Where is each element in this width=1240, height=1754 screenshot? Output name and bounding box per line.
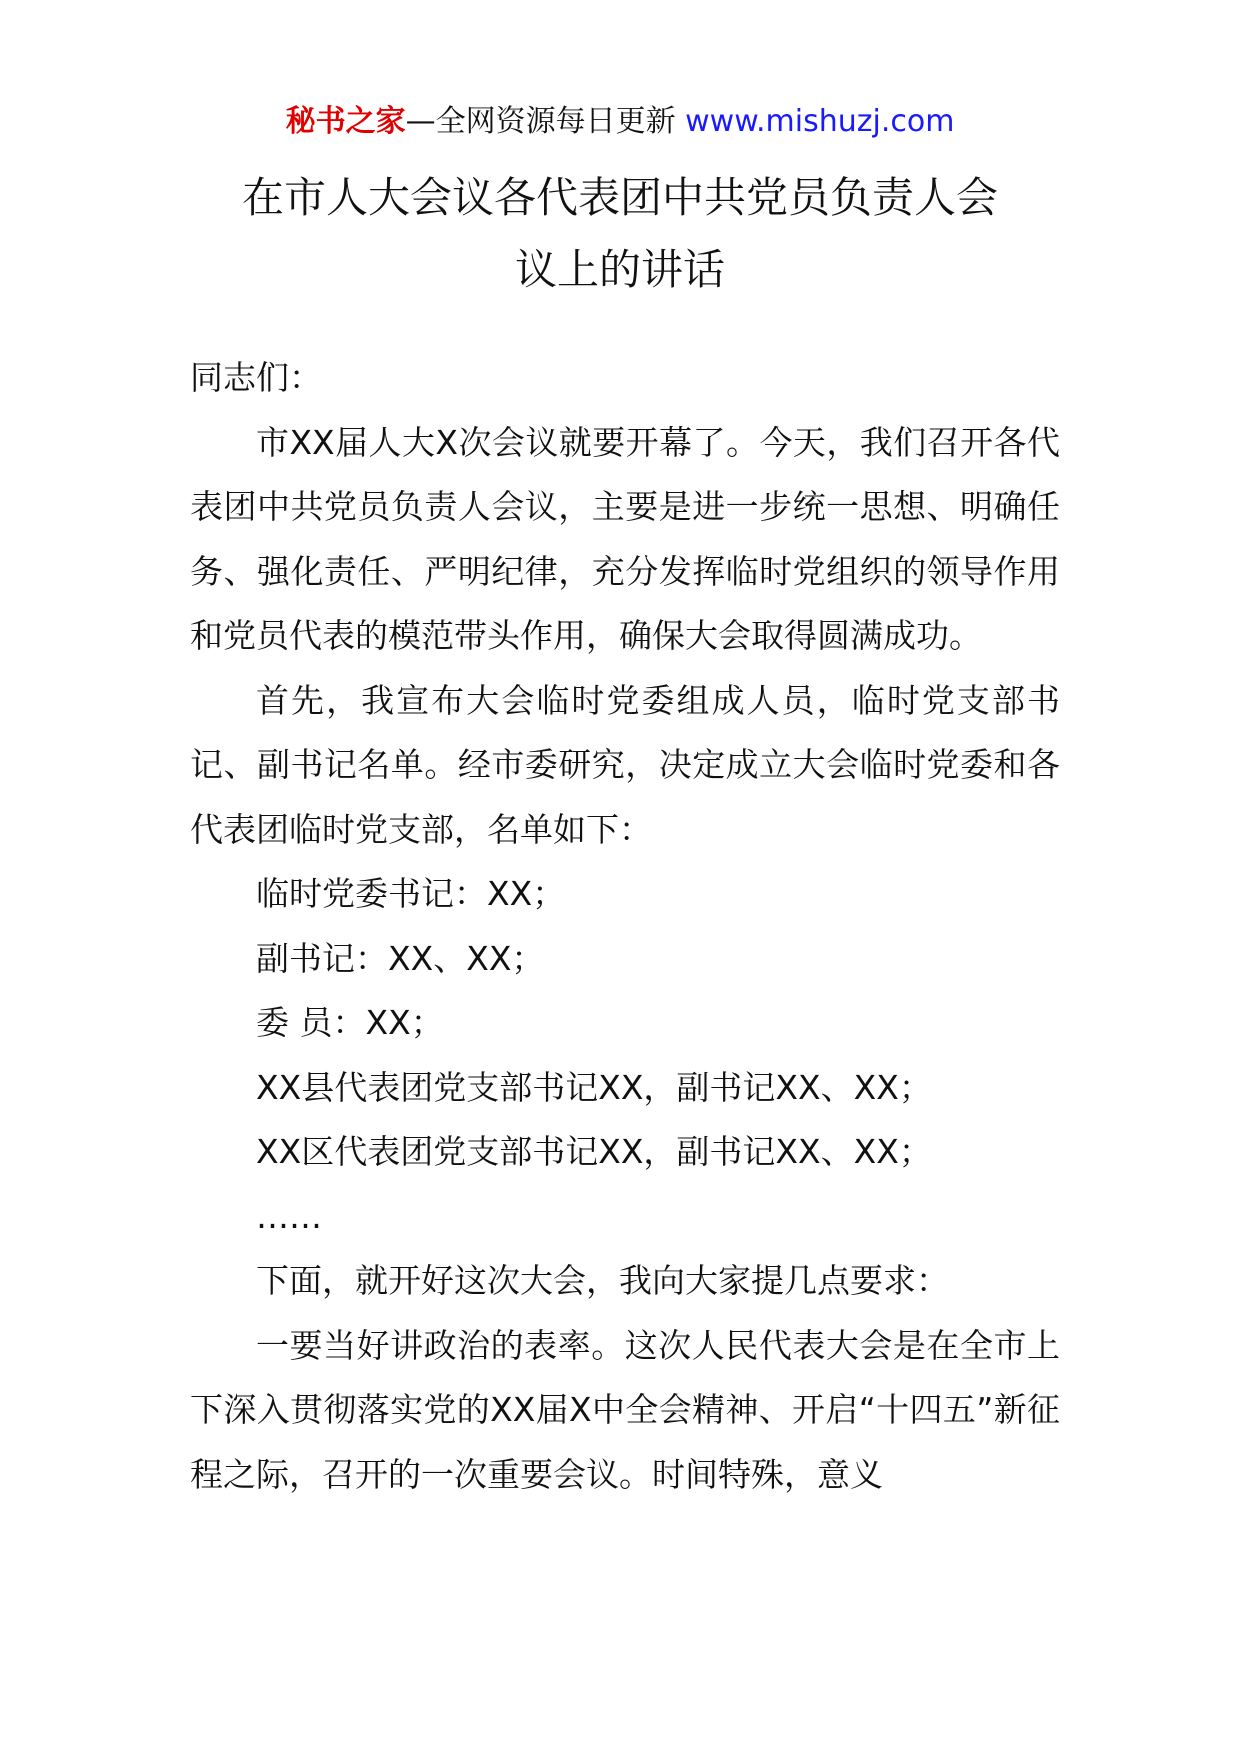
- title-line-2: 议上的讲话: [514, 245, 725, 294]
- title-line-1: 在市人大会议各代表团中共党员负责人会: [241, 173, 998, 222]
- salutation: 同志们：: [190, 358, 322, 397]
- brand-name: 秘书之家: [285, 104, 406, 139]
- paragraph-intro: 市XX届人大X次会议就要开幕了。今天，我们召开各代表团中共党员负责人会议，主要是进一步统一思想、明确任务、强化责任、严明纪律，充分发挥临时党组织的领导作用和党员代表的模范带头作用，确保大会取得圆满成功。: [190, 422, 1060, 655]
- header-url[interactable]: www.mishuzj.com: [685, 104, 955, 139]
- header-tagline: —全网资源每日更新: [405, 104, 686, 139]
- document-title: [190, 162, 1050, 306]
- paragraph-requirements-intro: 下面，就开好这次大会，我向大家提几点要求：: [256, 1261, 949, 1300]
- list-item: XX区代表团党支部书记XX，副书记XX、XX；: [256, 1132, 932, 1171]
- page-header: [0, 100, 1240, 144]
- document-body: [190, 346, 1060, 1507]
- paragraph-announcement: 首先，我宣布大会临时党委组成人员，临时党支部书记、副书记名单。经市委研究，决定成立大会临时党委和各代表团临时党支部，名单如下：: [190, 680, 1060, 849]
- list-item: XX县代表团党支部书记XX，副书记XX、XX；: [256, 1067, 932, 1107]
- ellipsis: ……: [256, 1196, 322, 1236]
- list-item: 临时党委书记：XX；: [256, 874, 566, 913]
- list-item: 副书记：XX、XX；: [256, 938, 545, 978]
- paragraph-requirement-1: 一要当好讲政治的表率。这次人民代表大会是在全市上下深入贯彻落实党的XX届X中全会精神、开启“十四五”新征程之际，召开的一次重要会议。时间特殊，意义: [190, 1325, 1060, 1494]
- list-item: 委 员：XX；: [256, 1003, 444, 1042]
